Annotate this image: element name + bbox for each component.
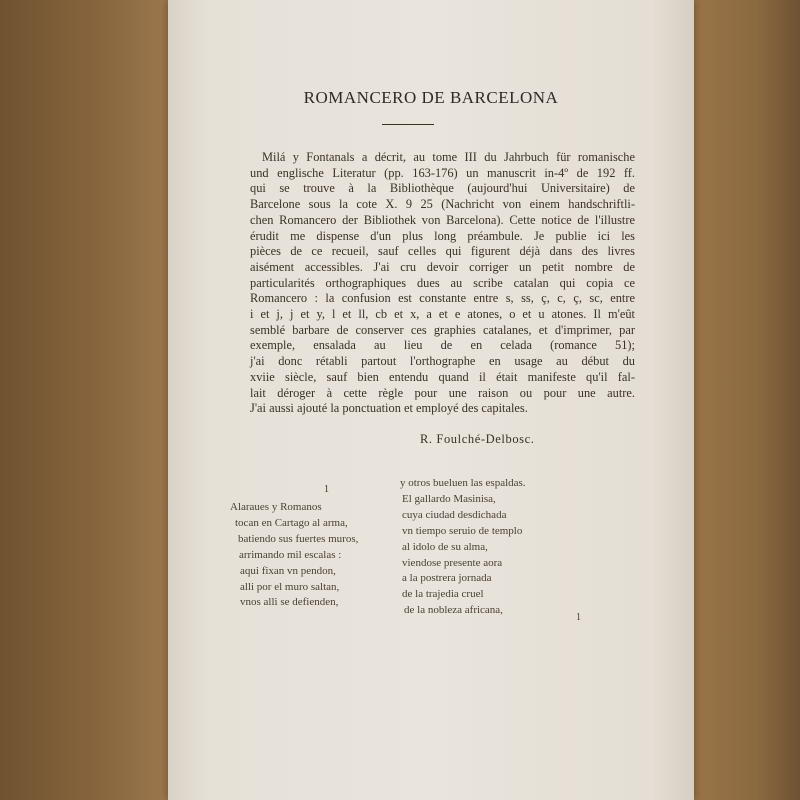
poem-column-right: [400, 476, 526, 619]
intro-line: qui se trouve à la Bibliothèque (aujourd'hui Universitaire) de: [250, 181, 635, 196]
intro-paragraph: [250, 150, 635, 417]
page-title: ROMANCERO DE BARCELONA: [303, 88, 559, 107]
intro-line: Romancero : la confusion est constante entre s, ss, ç, c, ç, sc, entre: [250, 291, 635, 306]
verse-line: batiendo sus fuertes muros,: [238, 532, 359, 545]
verse-line: Alaraues y Romanos: [230, 501, 322, 513]
table-background-left: [0, 0, 185, 800]
intro-line: pièces de ce recueil, sauf celles qui figurent déjà dans des livres: [250, 244, 635, 259]
verse-line: y otros bueluen las espaldas.: [400, 477, 526, 489]
verse-line: al idolo de su alma,: [402, 540, 488, 553]
intro-line: i et j, j et y, l et ll, cb et x, a et e atones, o et u atones. Il m'eût: [250, 307, 635, 322]
verse-line: de la trajedia cruel: [402, 588, 484, 601]
verse-line: aqui fixan vn pendon,: [240, 564, 336, 577]
verse-line: El gallardo Masinisa,: [402, 492, 496, 505]
verse-line: vnos alli se defienden,: [240, 596, 339, 609]
intro-line: j'ai donc rétabli partout l'orthographe en usage au début du: [250, 354, 635, 369]
intro-line: Barcelone sous la cote X. 9 25 (Nachricht von einem handschriftli-: [250, 197, 635, 212]
intro-line: semblé barbare de conserver ces graphies catalanes, et d'imprimer, par exemple, ensalada au lieu de en celada (romance 51);: [250, 322, 635, 353]
signature-mark: 1: [576, 612, 581, 623]
intro-line: lait déroger à cette règle pour une raison ou pour une autre.: [250, 385, 635, 400]
verse-line: viendose presente aora: [402, 556, 503, 569]
table-background-right: [690, 0, 800, 800]
title-rule: [382, 124, 434, 125]
intro-line: Milá y Fontanals a décrit, au tome III du Jahrbuch für romanische: [262, 150, 635, 164]
book-page: [168, 0, 694, 800]
intro-line: aisément accessibles. J'ai cru devoir corriger un petit nombre de: [250, 259, 635, 274]
verse-line: de la nobleza africana,: [404, 604, 503, 617]
verse-line: arrimando mil escalas :: [239, 548, 342, 561]
intro-line: xviie siècle, sauf bien entendu quand il était manifeste qu'il fal-: [250, 369, 635, 384]
verse-line: tocan en Cartago al arma,: [235, 516, 348, 529]
verse-line: alli por el muro saltan,: [240, 580, 340, 593]
intro-line: J'ai aussi ajouté la ponctuation et employé des capitales.: [250, 401, 528, 416]
verse-line: vn tiempo seruio de templo: [402, 524, 523, 537]
intro-line: und englische Literatur (pp. 163-176) un manuscrit in-4º de 192 ff.: [250, 165, 635, 180]
poem-number: 1: [324, 484, 329, 495]
intro-line: particularités orthographiques dues au scribe catalan qui copia ce: [250, 275, 635, 290]
poem-column-left: [230, 500, 358, 611]
intro-line: érudit me dispense d'un plus long préambule. Je publie ici les: [250, 228, 635, 243]
author-signature: R. Foulché-Delbosc.: [420, 432, 535, 446]
intro-line: chen Romancero der Bibliothek von Barcelona). Cette notice de l'illustre: [250, 212, 635, 227]
verse-line: a la postrera jornada: [402, 572, 492, 585]
verse-line: cuya ciudad desdichada: [402, 508, 507, 521]
